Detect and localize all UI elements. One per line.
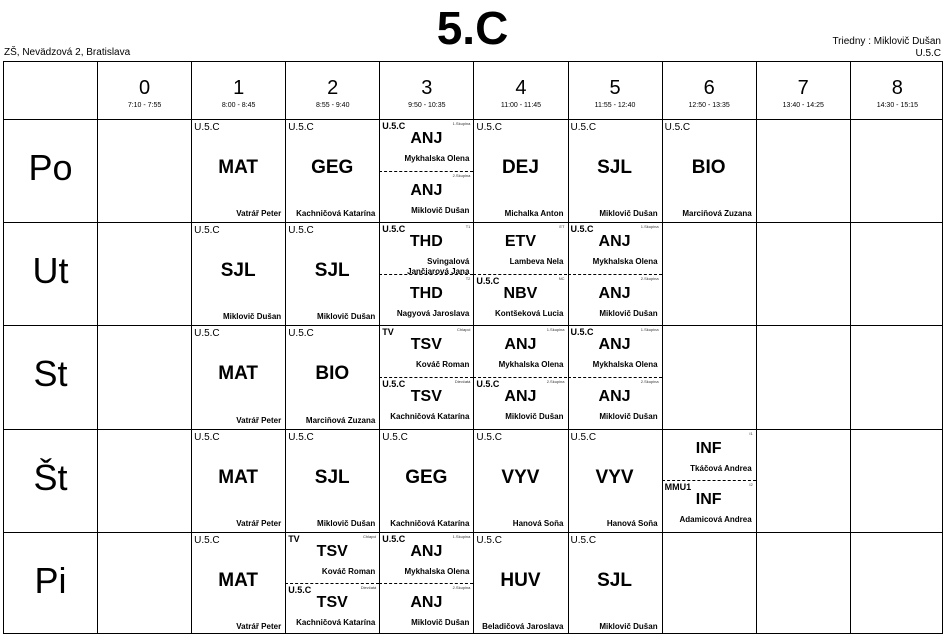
teacher-name: Marciňová Zuzana: [305, 415, 376, 425]
subject-label: ANJ: [598, 387, 631, 405]
group-label: 2.Skupina: [640, 378, 659, 384]
group-divider: [379, 171, 473, 172]
lesson-cell[interactable]: [568, 325, 662, 428]
teacher-name: Miklovič Dušan: [411, 205, 470, 215]
teacher-name: Miklovič Dušan: [505, 411, 564, 421]
teacher-name: Kováč Roman: [416, 360, 470, 370]
period-time: 9:50 - 10:35: [408, 102, 446, 109]
room-label: U.5.C: [194, 122, 220, 133]
lesson-cell[interactable]: [568, 119, 662, 222]
period-time: 11:00 - 11:45: [500, 102, 542, 109]
subject-label: TSV: [410, 336, 442, 354]
lesson-cell[interactable]: [568, 429, 662, 532]
group-label: 1.Skupina: [640, 224, 659, 230]
room-label: MMU1: [664, 482, 692, 493]
subject-label: ANJ: [598, 284, 631, 302]
teacher-name: Kachničová Katarína: [390, 518, 470, 528]
group-label: I2: [749, 482, 753, 488]
teacher-name: Miklovič Dušan: [599, 621, 658, 631]
group-divider: [379, 274, 473, 275]
subject-label: ANJ: [504, 387, 537, 405]
period-number: 3: [421, 77, 433, 99]
group-label: Chlapci: [457, 327, 471, 333]
lesson-cell[interactable]: [662, 119, 756, 222]
subject-label: GEG: [405, 466, 448, 488]
lesson-cell[interactable]: [191, 222, 285, 325]
group-label: Chlapci: [362, 533, 377, 539]
class-teacher: Triedny : Miklovič Dušan: [832, 36, 941, 47]
room-label: U.5.C: [194, 534, 220, 546]
teacher-name: Mykhalska Olena: [592, 360, 658, 370]
teacher-name: Hanová Soňa: [606, 518, 658, 528]
subject-label: SJL: [597, 569, 632, 591]
day-label: Po: [28, 147, 73, 188]
room-label: U.5.C: [194, 431, 220, 443]
school-name: ZŠ, Nevädzová 2, Bratislava: [4, 47, 131, 58]
teacher-name: Hanová Soňa: [512, 518, 564, 528]
day-label: Pi: [34, 559, 67, 601]
lesson-cell[interactable]: [473, 532, 567, 635]
subject-label: SJL: [314, 260, 350, 282]
subject-label: SJL: [314, 466, 350, 488]
period-time: 8:00 - 8:45: [221, 102, 256, 109]
group-label: Dievčatá: [360, 585, 377, 591]
period-header: [662, 62, 756, 119]
day-label: Ut: [32, 250, 69, 292]
group-label: 1.Skupina: [452, 121, 471, 126]
teacher-name: Miklovič Dušan: [599, 209, 658, 219]
room-label: U.5.C: [570, 224, 594, 235]
group-label: 2.Skupina: [452, 172, 471, 178]
room-label: TV: [288, 533, 300, 544]
subject-label: MAT: [218, 569, 259, 591]
subject-label: ANJ: [410, 594, 443, 612]
subject-label: SJL: [220, 260, 256, 282]
group-label: ET: [559, 224, 565, 230]
subject-label: MAT: [218, 363, 259, 385]
group-label: 2.Skupina: [546, 378, 565, 384]
subject-label: ANJ: [410, 130, 443, 147]
group-divider: [568, 377, 662, 378]
period-header: [756, 62, 850, 119]
subject-label: ANJ: [410, 181, 443, 199]
subject-label: NBV: [503, 284, 538, 302]
subject-label: BIO: [691, 157, 726, 178]
subject-label: VYV: [595, 466, 634, 488]
teacher-name: Vatrář Peter: [236, 415, 282, 425]
room-label: U.5.C: [288, 328, 314, 340]
teacher-name: Michalka Anton: [504, 209, 564, 219]
subject-label: VYV: [501, 466, 540, 488]
teacher-name: Beladičová Jaroslava: [482, 621, 564, 631]
teacher-name: Kachničová Katarína: [296, 618, 376, 628]
room-label: U.5.C: [288, 225, 314, 237]
teacher-name: Miklovič Dušan: [599, 308, 658, 318]
lesson-cell[interactable]: [285, 119, 379, 222]
teacher-name: Tkáčová Andrea: [690, 463, 752, 473]
room-label: U.5.C: [664, 122, 691, 133]
lesson-cell[interactable]: [473, 119, 567, 222]
subject-label: THD: [409, 233, 443, 251]
group-divider: [473, 377, 567, 378]
room-label: U.5.C: [382, 121, 406, 131]
period-time: 12:50 - 13:35: [688, 102, 730, 109]
period-time: 14:30 - 15:15: [876, 102, 918, 109]
teacher-name: Marciňová Zuzana: [682, 209, 752, 219]
lesson-cell[interactable]: [379, 532, 473, 635]
column-divider: [97, 62, 98, 633]
room-label: U.5.C: [382, 431, 408, 443]
room-label: U.5.C: [570, 122, 597, 133]
subject-label: THD: [409, 284, 443, 302]
group-label: NC: [558, 275, 565, 281]
period-number: 8: [891, 77, 903, 99]
lesson-cell[interactable]: [191, 119, 285, 222]
group-label: Dievčatá: [454, 378, 471, 384]
room-label: U.5.C: [288, 431, 314, 443]
subject-label: INF: [695, 491, 722, 509]
period-header: [473, 62, 567, 119]
lesson-cell[interactable]: [379, 119, 473, 222]
room-label: U.5.C: [382, 224, 406, 235]
group-label: 2.Skupina: [452, 585, 471, 591]
teacher-name: Vatrář Peter: [236, 621, 282, 631]
teacher-name: Kachničová Katarína: [390, 411, 470, 421]
group-label: I1: [749, 430, 753, 436]
room-label: U.5.C: [476, 122, 502, 133]
subject-label: ETV: [504, 233, 536, 251]
group-divider: [473, 274, 567, 275]
lesson-cell[interactable]: [379, 222, 473, 325]
teacher-name: Vatrář Peter: [236, 518, 282, 528]
room-label: U.5.C: [194, 328, 220, 340]
lesson-cell[interactable]: [379, 429, 473, 532]
period-header: [379, 62, 473, 119]
period-number: 7: [797, 77, 809, 99]
group-divider: [662, 480, 756, 481]
timetable-title: 5.C: [436, 2, 509, 54]
period-time: 11:55 - 12:40: [594, 102, 636, 109]
period-header: [850, 62, 944, 119]
group-label: 2.Skupina: [640, 275, 659, 281]
room-label: U.5.C: [476, 534, 502, 546]
teacher-name: Miklovič Dušan: [599, 411, 658, 421]
room-label: U.5.C: [570, 327, 594, 338]
subject-label: MAT: [218, 157, 259, 178]
column-divider: [756, 62, 757, 633]
lesson-cell[interactable]: [473, 325, 567, 428]
day-label: Št: [33, 456, 68, 498]
day-label: St: [33, 353, 68, 395]
period-header: [191, 62, 285, 119]
room-label: U.5.C: [476, 378, 500, 389]
room-label: U.5.C: [288, 122, 314, 133]
room-label: U.5.C: [194, 225, 220, 237]
lesson-cell[interactable]: [662, 429, 756, 532]
subject-label: ANJ: [504, 336, 537, 354]
lesson-cell[interactable]: [285, 532, 379, 635]
period-header: [97, 62, 191, 119]
period-number: 5: [609, 77, 621, 99]
group-divider: [379, 377, 473, 378]
subject-label: BIO: [315, 363, 350, 385]
room-label: U.5.C: [382, 378, 406, 389]
teacher-name: Miklovič Dušan: [317, 312, 376, 322]
timetable-grid: [3, 61, 943, 634]
lesson-cell[interactable]: [285, 222, 379, 325]
group-label: 1.Skupina: [546, 327, 565, 333]
period-time: 13:40 - 14:25: [782, 102, 824, 109]
subject-label: TSV: [316, 594, 348, 612]
teacher-name: Mykhalska Olena: [404, 566, 470, 576]
teacher-name: Mykhalska Olena: [404, 154, 470, 163]
lesson-cell[interactable]: [191, 532, 285, 635]
teacher-name: Kontšeková Lucia: [495, 308, 564, 318]
teacher-name: Miklovič Dušan: [317, 518, 376, 528]
teacher-name: Mykhalska Olena: [498, 360, 564, 370]
group-label: 1.Skupina: [452, 533, 471, 539]
period-number: 6: [703, 77, 715, 99]
teacher-name: Mykhalska Olena: [592, 257, 658, 267]
teacher-name: Kachničová Katarína: [296, 209, 376, 219]
period-number: 4: [515, 77, 527, 99]
lesson-cell[interactable]: [285, 325, 379, 428]
column-divider: [850, 62, 851, 633]
group-divider: [568, 274, 662, 275]
room-label: TV: [382, 327, 394, 338]
teacher-name: Nagyová Jaroslava: [396, 308, 470, 318]
teacher-name: Vatrář Peter: [236, 209, 282, 219]
subject-label: DEJ: [501, 157, 539, 178]
subject-label: TSV: [316, 542, 348, 560]
lesson-cell[interactable]: [473, 429, 567, 532]
subject-label: ANJ: [410, 542, 443, 560]
teacher-name: Miklovič Dušan: [411, 618, 470, 628]
class-room: U.5.C: [915, 48, 941, 59]
subject-label: HUV: [500, 569, 541, 591]
room-label: U.5.C: [382, 533, 406, 544]
teacher-name: Lambeva Nela: [509, 257, 564, 267]
group-label: T2: [465, 275, 471, 281]
group-label: 1.Skupina: [640, 327, 659, 333]
room-label: U.5.C: [288, 585, 312, 596]
subject-label: INF: [695, 439, 722, 457]
teacher-name: Svingalová Jančiarová Jana: [407, 257, 470, 277]
subject-label: ANJ: [598, 336, 631, 354]
group-divider: [285, 583, 379, 584]
group-label: T1: [465, 224, 471, 230]
lesson-cell[interactable]: [191, 429, 285, 532]
teacher-name: Miklovič Dušan: [222, 312, 282, 322]
lesson-cell[interactable]: [285, 429, 379, 532]
period-number: 1: [233, 77, 245, 99]
lesson-cell[interactable]: [568, 222, 662, 325]
period-header: [568, 62, 662, 119]
period-header: [285, 62, 379, 119]
subject-label: TSV: [410, 387, 442, 405]
teacher-name: Kováč Roman: [321, 566, 376, 576]
lesson-cell[interactable]: [191, 325, 285, 428]
room-label: U.5.C: [476, 431, 502, 443]
room-label: U.5.C: [570, 534, 597, 546]
lesson-cell[interactable]: [379, 325, 473, 428]
lesson-cell[interactable]: [568, 532, 662, 635]
room-label: U.5.C: [570, 431, 597, 443]
group-divider: [379, 583, 473, 584]
class-info: [832, 36, 941, 60]
subject-label: MAT: [218, 466, 259, 488]
subject-label: SJL: [597, 157, 632, 178]
room-label: U.5.C: [476, 275, 500, 286]
subject-label: ANJ: [598, 233, 631, 251]
period-number: 2: [327, 77, 339, 99]
teacher-name: Adamicová Andrea: [679, 515, 752, 525]
lesson-cell[interactable]: [473, 222, 567, 325]
period-time: 7:10 - 7:55: [127, 102, 162, 109]
subject-label: GEG: [311, 157, 354, 178]
period-number: 0: [138, 77, 151, 99]
period-time: 8:55 - 9:40: [316, 102, 350, 109]
